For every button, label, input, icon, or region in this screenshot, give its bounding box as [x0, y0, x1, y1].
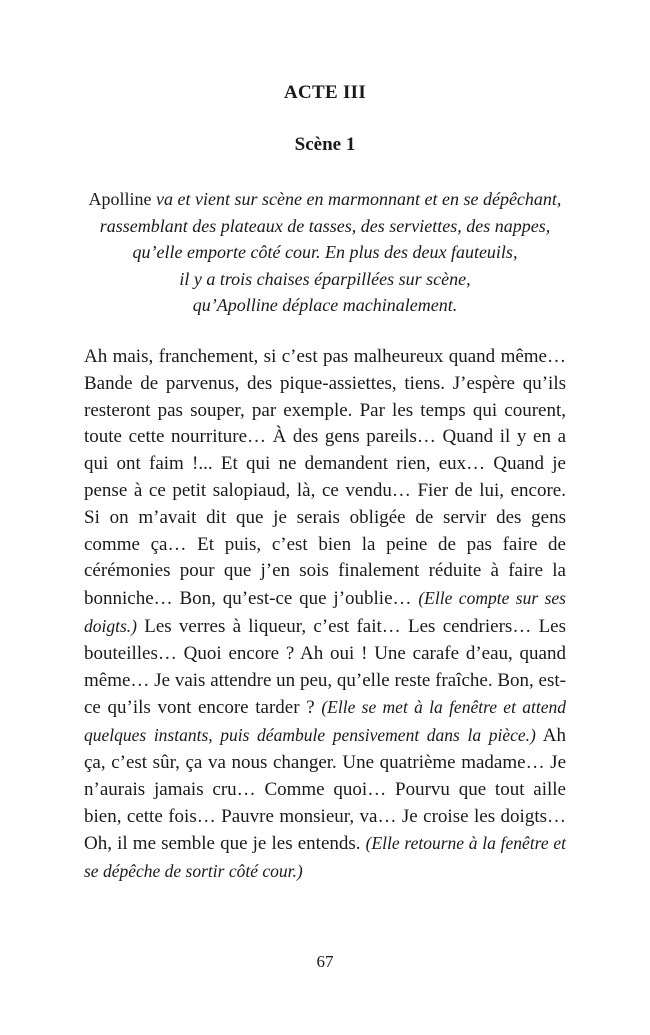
act-title: ACTE III: [283, 82, 367, 103]
stage-direction-line: [84, 266, 566, 293]
stage-direction-line: [84, 213, 566, 240]
inline-stage-direction: (Elle compte sur ses doigts.): [84, 588, 566, 636]
stage-direction-text: va et vient sur scène en marmonnant et en se dépêchant,: [156, 189, 562, 209]
monologue-paragraph: [84, 344, 566, 886]
monologue-text: Ah ça, c’est sûr, ça va nous changer. Une quatrième madame… Je n’aurais jamais cru… Comme quoi… Pourvu que tout aille bien, cette fois… Pauvre monsieur, va… Je croise les doigts… Oh, il me semble que je les entends.: [84, 725, 566, 855]
inline-stage-direction: (Elle retourne à la fenêtre et se dépêche de sortir côté cour.): [84, 833, 566, 882]
stage-direction-text: qu’elle emporte côté cour. En plus des deux fauteuils,: [132, 242, 518, 262]
stage-direction-text: rassemblant des plateaux de tasses, des serviettes, des nappes,: [99, 215, 551, 236]
stage-directions: [84, 186, 566, 319]
character-name: Apolline: [88, 189, 152, 209]
stage-direction-text: il y a trois chaises éparpillées sur scène,: [179, 268, 471, 289]
stage-direction-line: [84, 292, 566, 319]
stage-direction-line: [84, 186, 566, 213]
stage-direction-text: qu’Apolline déplace machinalement.: [192, 295, 458, 315]
page-number: 67: [316, 952, 334, 971]
scene-title: Scène 1: [294, 134, 356, 155]
inline-stage-direction: (Elle se met à la fenêtre et attend quelques instants, puis déambule pensivement dans la pièce.): [84, 697, 566, 746]
monologue-text: Les verres à liqueur, c’est fait… Les cendriers… Les bouteilles… Quoi encore ? Ah oui ! Une carafe d’eau, quand même… Je vais attendre un peu, qu’elle reste fraîche. Bon, est-ce qu’ils vont encore tarder ?: [84, 615, 566, 719]
monologue-text: Ah mais, franchement, si c’est pas malheureux quand même… Bande de parvenus, des pique-assiettes, tiens. J’espère qu’ils resteront pas souper, par exemple. Par les temps qui courent, toute cette nourriture… À des gens pareils… Quand il y en a qui ont faim !... Et qui ne demandent rien, eux… Quand je pense à ce petit salopiaud, là, ce vendu… Fier de lui, encore. Si on m’avait dit que je serais obligée de servir des gens comme ça… Et puis, c’est bien la peine de pas faire de cérémonies pour que j’en sois finalement réduite à faire la bonniche… Bon, qu’est-ce que j’oublie…: [84, 346, 566, 610]
stage-direction-line: [84, 239, 566, 266]
book-page: [84, 0, 566, 1035]
